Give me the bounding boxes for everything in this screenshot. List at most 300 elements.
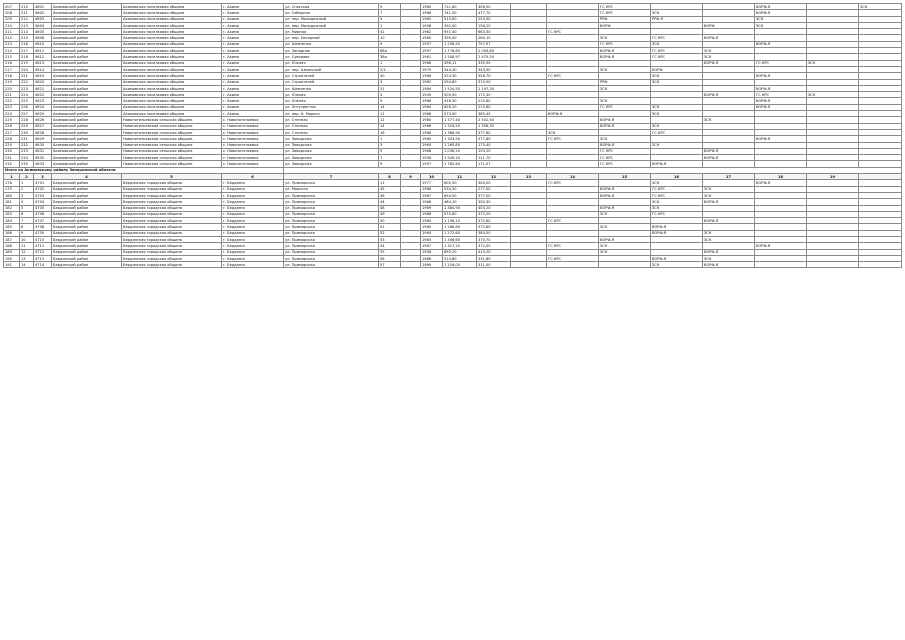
table-cell: 377,80 — [477, 129, 511, 135]
table-cell: 4705 — [34, 205, 52, 211]
table-cell: г. Бердянск — [222, 218, 284, 224]
table-cell: Бердянская городская община — [122, 243, 222, 249]
table-cell: 1 272,60 — [443, 230, 477, 236]
table-cell: 1964 — [421, 142, 443, 148]
table-cell: 416,30 — [443, 98, 477, 104]
table-cell: 300,00 — [477, 180, 511, 186]
table-cell: г. Акимо — [222, 4, 284, 10]
table-cell: ВОРФ-Я — [755, 41, 807, 47]
table-cell: ул. Приморская — [284, 224, 379, 230]
table-cell: 372,80 — [477, 224, 511, 230]
table-cell: 4 — [20, 199, 34, 205]
table-cell: Бердянский район — [52, 255, 122, 261]
table-cell: Акимовская поселковая община — [122, 73, 222, 79]
table-cell: 184 — [4, 218, 20, 224]
table-cell: 218 — [4, 73, 20, 79]
table-cell: 14 — [20, 262, 34, 268]
table-body-top — [4, 4, 902, 168]
table-cell: 1960 — [421, 4, 443, 10]
table-cell: г. Бердянск — [222, 230, 284, 236]
table-cell: г. Бердянск — [222, 262, 284, 268]
table-cell: ВОРФ-Я — [599, 236, 651, 242]
table-cell: Бердянский район — [52, 199, 122, 205]
table-cell — [547, 262, 599, 268]
table-cell: 210 — [20, 4, 34, 10]
table-row — [4, 262, 902, 268]
table-cell: 2/1 — [379, 66, 401, 72]
table-cell: 626,20 — [443, 104, 477, 110]
table-cell: 1 508,97 — [443, 54, 477, 60]
table-cell: 222 — [20, 79, 34, 85]
table-cell: г. Акимо — [222, 16, 284, 22]
table-cell: 178 — [4, 180, 20, 186]
table-cell: 2 502,40 — [477, 117, 511, 123]
table-cell: Акимовский район — [52, 29, 122, 35]
table-cell: 1 266,80 — [443, 224, 477, 230]
table-cell: ВОРФ-Я — [703, 199, 755, 205]
table-cell: ВОРФ-Я — [755, 180, 807, 186]
table-cell: 1960 — [421, 136, 443, 142]
table-cell: ул. пер. Школьный — [284, 66, 379, 72]
table-cell: Акимовский район — [52, 148, 122, 154]
table-cell: ЗСК — [599, 224, 651, 230]
table-cell: 1 343,50 — [443, 136, 477, 142]
spreadsheet-sheet — [3, 3, 902, 637]
table-cell: 68а — [379, 48, 401, 54]
table-cell: 11 — [379, 180, 401, 186]
table-cell: 211 — [4, 29, 20, 35]
table-cell: Новонотельевская сельская община — [122, 136, 222, 142]
table-cell: ул. пер. Молодежный — [284, 16, 379, 22]
table-cell: Акимовская поселковая община — [122, 104, 222, 110]
table-cell: Акимовская поселковая община — [122, 22, 222, 28]
table-cell: Бердянская городская община — [122, 236, 222, 242]
table-cell: 4603 — [34, 16, 52, 22]
table-cell: 4621 — [34, 85, 52, 91]
table-cell: 4605 — [34, 29, 52, 35]
table-cell: Бердянская городская община — [122, 255, 222, 261]
table-cell: 12 — [379, 117, 401, 123]
table-cell: Акимовский район — [52, 161, 122, 167]
table-cell: Акимовский район — [52, 4, 122, 10]
table-cell: ЗСК — [599, 85, 651, 91]
table-cell: Акимовский район — [52, 41, 122, 47]
table-cell: 343,30 — [477, 66, 511, 72]
table-cell: ЗСК — [599, 211, 651, 217]
column-number-cell: 6 — [222, 174, 284, 180]
table-cell: 190 — [4, 255, 20, 261]
table-cell: 4623 — [34, 98, 52, 104]
table-cell: 4630 — [34, 142, 52, 148]
table-cell: ГС КРС — [599, 10, 651, 16]
table-cell: 9 — [379, 4, 401, 10]
table-cell: г. Акимо — [222, 73, 284, 79]
table-cell: 52 — [379, 230, 401, 236]
table-cell: ул. Заводская — [284, 155, 379, 161]
column-number-cell: 3 — [34, 174, 52, 180]
table-cell: Бердянская городская община — [122, 199, 222, 205]
table-cell: ВОРФ-Я — [651, 255, 703, 261]
table-cell: 223 — [20, 85, 34, 91]
table-cell: 372,00 — [477, 243, 511, 249]
table-cell: 3 — [379, 79, 401, 85]
table-cell: 50 — [379, 218, 401, 224]
table-cell: 711,60 — [443, 4, 477, 10]
table-cell: Акимовский район — [52, 129, 122, 135]
table-cell: Акимовский район — [52, 123, 122, 129]
table-cell: Акимовская поселковая община — [122, 41, 222, 47]
table-cell: 213 — [20, 22, 34, 28]
table-cell: Акимовский район — [52, 92, 122, 98]
table-cell: Акимовская поселковая община — [122, 79, 222, 85]
table-cell: с. Новонотельевка — [222, 123, 284, 129]
table-cell: 4629 — [34, 136, 52, 142]
table-cell: 372,20 — [477, 211, 511, 217]
table-cell: Акимовская поселковая община — [122, 92, 222, 98]
table-cell: 232 — [20, 142, 34, 148]
table-cell: 1960 — [421, 218, 443, 224]
table-cell: Акимовский район — [52, 98, 122, 104]
table-cell: 1 — [379, 60, 401, 66]
table-cell: Акимовский район — [52, 16, 122, 22]
table-cell: 7 — [379, 10, 401, 16]
table-cell: г. Акимо — [222, 48, 284, 54]
table-cell: 1966 — [421, 98, 443, 104]
table-cell: 226 — [4, 123, 20, 129]
table-cell: 226 — [20, 104, 34, 110]
table-cell: г. Акимо — [222, 60, 284, 66]
table-cell: 228 — [4, 136, 20, 142]
table-cell: ГС КРС — [547, 218, 599, 224]
table-cell: Новонотельевская сельская община — [122, 148, 222, 154]
table-cell: 331,80 — [477, 255, 511, 261]
table-cell: 38а — [379, 54, 401, 60]
table-cell: 1 366,90 — [443, 129, 477, 135]
table-cell: ЗСК — [703, 236, 755, 242]
table-cell: 223 — [4, 104, 20, 110]
table-cell: Акимовский район — [52, 155, 122, 161]
table-cell: г. Акимо — [222, 98, 284, 104]
table-cell: ЗСК — [651, 199, 703, 205]
table-cell: ул. Степная — [284, 123, 379, 129]
table-cell: 234 — [20, 155, 34, 161]
table-cell: ул. пер. К. Маркса — [284, 111, 379, 117]
column-number-cell: 19 — [807, 174, 859, 180]
table-cell — [599, 262, 651, 268]
table-cell: ул. Заводская — [284, 136, 379, 142]
table-cell: 4706 — [34, 211, 52, 217]
table-cell: ЗСК — [651, 123, 703, 129]
table-cell: 695,20 — [443, 249, 477, 255]
table-cell: Новонотельевская сельская община — [122, 142, 222, 148]
table-cell: 225 — [4, 117, 20, 123]
table-cell: 9 — [379, 161, 401, 167]
table-cell: с. Новонотельевка — [222, 117, 284, 123]
table-cell: 171,07 — [477, 161, 511, 167]
table-cell: 1968 — [421, 148, 443, 154]
table-cell: 4627 — [34, 123, 52, 129]
table-cell: ГС КРС — [651, 54, 703, 60]
table-cell: 219 — [4, 79, 20, 85]
table-cell: 209 — [4, 16, 20, 22]
table-cell: 232 — [4, 161, 20, 167]
section-title: Итого по Акимовскому району Запорожской области — [4, 167, 284, 173]
table-cell: 4604 — [34, 22, 52, 28]
table-cell: 230 — [20, 129, 34, 135]
table-cell: 570,60 — [443, 211, 477, 217]
table-cell: ул. Шевченко — [284, 85, 379, 91]
table-cell: 225 — [20, 98, 34, 104]
table-cell: 227 — [20, 111, 34, 117]
table-cell: 515,60 — [443, 16, 477, 22]
table-cell: ул. Строителей — [284, 79, 379, 85]
table-cell: ул. Приморская — [284, 205, 379, 211]
table-cell: ЗСК — [651, 262, 703, 268]
table-cell: ВОРФ-Я — [755, 4, 807, 10]
table-cell: ул. Южная — [284, 98, 379, 104]
table-cell: ЗСК — [599, 66, 651, 72]
table-cell: 2 475,50 — [477, 54, 511, 60]
table-cell: 191 — [4, 262, 20, 268]
table-cell: 1 265,80 — [443, 142, 477, 148]
column-number-cell: 17 — [703, 174, 755, 180]
table-cell: Акимовская поселковая община — [122, 54, 222, 60]
table-cell: ГС КРС — [599, 41, 651, 47]
table-cell: 377,80 — [477, 136, 511, 142]
table-cell: г. Акимо — [222, 29, 284, 35]
table-cell — [755, 262, 807, 268]
table-cell: ЗСК — [859, 4, 902, 10]
table-cell: ул. Морская — [284, 186, 379, 192]
table-cell: Акимовская поселковая община — [122, 16, 222, 22]
table-cell: Бердянский район — [52, 230, 122, 236]
table-cell: ЗСК — [547, 129, 599, 135]
table-cell: 231 — [20, 136, 34, 142]
table-cell: 11 — [20, 243, 34, 249]
table-cell: 227 — [4, 129, 20, 135]
table-cell: 356,70 — [477, 73, 511, 79]
table-cell: ВОРФ-Я — [755, 243, 807, 249]
table-cell: ГС КРС — [599, 104, 651, 110]
table-cell: 544,30 — [443, 66, 477, 72]
table-cell: 350,30 — [477, 199, 511, 205]
table-cell: 13 — [20, 255, 34, 261]
table-cell: 514,80 — [443, 255, 477, 261]
table-cell: 3 — [379, 92, 401, 98]
table-cell: ЗСК — [599, 98, 651, 104]
table-cell: 10 — [20, 236, 34, 242]
table-cell: г. Бердянск — [222, 211, 284, 217]
table-cell: ул. Приморская — [284, 249, 379, 255]
table-cell: Бердянская городская община — [122, 205, 222, 211]
table-cell: ГС КРС — [547, 180, 599, 186]
table-cell: 1958 — [421, 155, 443, 161]
table-cell: Акимовская поселковая община — [122, 35, 222, 41]
table-cell: 51 — [379, 224, 401, 230]
table-cell: 4632 — [34, 155, 52, 161]
table-cell: 56 — [379, 255, 401, 261]
table-cell: ЗСК — [599, 243, 651, 249]
table-cell: 14 — [379, 123, 401, 129]
table-cell: г. Акимо — [222, 35, 284, 41]
table-cell: г. Акимо — [222, 104, 284, 110]
table-cell: ВОРФ-Я — [599, 123, 651, 129]
table-cell: 12 — [20, 249, 34, 255]
table-cell: г. Бердянск — [222, 199, 284, 205]
table-cell: г. Акимо — [222, 54, 284, 60]
table-cell: 54 — [379, 243, 401, 249]
table-cell: ВОРФ-Я — [703, 60, 755, 66]
table-cell: 1 — [379, 22, 401, 28]
table-cell: Бердянская городская община — [122, 211, 222, 217]
table-cell: 4626 — [34, 117, 52, 123]
table-cell: 1962 — [421, 29, 443, 35]
table-cell: 1962 — [421, 79, 443, 85]
table-cell: 1958 — [421, 249, 443, 255]
table-cell: 415,20 — [477, 249, 511, 255]
table-cell: г. Бердянск — [222, 236, 284, 242]
table-cell: Акимовская поселковая община — [122, 111, 222, 117]
table-cell: 224 — [4, 111, 20, 117]
table-cell: 1966 — [421, 186, 443, 192]
table-cell: 1966 — [421, 199, 443, 205]
table-cell: 377,00 — [477, 192, 511, 198]
table-cell: Бердянский район — [52, 236, 122, 242]
table-cell: 9 — [379, 41, 401, 47]
table-cell: 231 — [4, 155, 20, 161]
column-number-cell: 10 — [421, 174, 443, 180]
table-cell: 5 — [20, 205, 34, 211]
table-cell: с. Новонотельевка — [222, 142, 284, 148]
table-cell: Акимовский район — [52, 10, 122, 16]
table-cell: 172,30 — [477, 92, 511, 98]
table-cell: ВОРФ-Я — [755, 10, 807, 16]
table-cell: 207 — [4, 4, 20, 10]
table-cell: Новонотельевская сельская община — [122, 155, 222, 161]
table-cell: Акимовская поселковая община — [122, 48, 222, 54]
column-number-cell: 12 — [477, 174, 511, 180]
table-cell: 4601 — [34, 4, 52, 10]
table-cell: Бердянский район — [52, 224, 122, 230]
table-cell: 1960 — [421, 35, 443, 41]
table-cell: ул. Заводская — [284, 161, 379, 167]
table-cell: 1 762,64 — [443, 161, 477, 167]
table-cell: 216 — [4, 60, 20, 66]
table-cell: 385,40 — [477, 111, 511, 117]
table-cell: 4710 — [34, 236, 52, 242]
table-cell: 1964 — [421, 230, 443, 236]
table-cell: 306,00 — [477, 4, 511, 10]
column-number-cell: 2 — [20, 174, 34, 180]
table-cell: ГС КРС — [599, 148, 651, 154]
table-cell: 2 197,30 — [477, 85, 511, 91]
table-cell: 224 — [20, 92, 34, 98]
table-cell: 48 — [379, 205, 401, 211]
table-cell: 5 — [379, 98, 401, 104]
table-cell: 188 — [4, 243, 20, 249]
table-cell: Акимовский район — [52, 66, 122, 72]
table-cell: 3 — [20, 192, 34, 198]
table-cell: 45 — [379, 186, 401, 192]
table-cell: г. Бердянск — [222, 249, 284, 255]
table-cell: г. Акимо — [222, 22, 284, 28]
table-cell: 218 — [20, 54, 34, 60]
table-cell: ЗСК — [755, 22, 807, 28]
table-cell: ВОРФ-Я — [599, 205, 651, 211]
table-cell: 605,50 — [443, 180, 477, 186]
table-cell: 335,50 — [477, 60, 511, 66]
table-cell: 1965 — [421, 16, 443, 22]
table-cell: ГС КРС — [755, 60, 807, 66]
table-cell: ул. Западная — [284, 48, 379, 54]
table-cell: ВОРФ-Я — [599, 48, 651, 54]
table-cell: Новонотельевская сельская община — [122, 129, 222, 135]
table-cell: ул. пер. Нагорный — [284, 35, 379, 41]
table-cell: РРФ — [599, 79, 651, 85]
column-number-cell: 4 — [52, 174, 122, 180]
table-cell: 496,11 — [443, 60, 477, 66]
table-cell: 1967 — [421, 243, 443, 249]
table-cell: РРФ-Я — [651, 16, 703, 22]
table-cell: 16 — [379, 129, 401, 135]
table-cell: Акимовский район — [52, 54, 122, 60]
table-cell: ВОРФ-Я — [703, 148, 755, 154]
table-cell: ВОРФ-Я — [599, 117, 651, 123]
column-number-cell: 11 — [443, 174, 477, 180]
table-cell: 1 356,35 — [477, 123, 511, 129]
table-cell: 7 — [20, 218, 34, 224]
table-cell: Акимовский район — [52, 142, 122, 148]
table-cell: 1966 — [421, 255, 443, 261]
table-cell: ул. Приморская — [284, 192, 379, 198]
table-cell: Бердянский район — [52, 243, 122, 249]
table-cell: 210 — [4, 22, 20, 28]
column-number-cell: 18 — [755, 174, 807, 180]
table-cell: 215 — [20, 35, 34, 41]
table-cell: ЗСК — [807, 60, 859, 66]
table-cell: 55 — [379, 249, 401, 255]
table-cell: 212 — [4, 35, 20, 41]
table-cell: 4606 — [34, 35, 52, 41]
column-number-cell: 7 — [284, 174, 379, 180]
column-number-cell: 15 — [599, 174, 651, 180]
column-number-cell: 13 — [511, 174, 547, 180]
table-cell: 14 — [379, 104, 401, 110]
table-cell: 253,50 — [477, 16, 511, 22]
table-cell: Бердянская городская община — [122, 249, 222, 255]
table-cell: 8 — [20, 224, 34, 230]
table-cell: г. Акимо — [222, 79, 284, 85]
table-cell: 1961 — [421, 54, 443, 60]
table-cell: 4707 — [34, 218, 52, 224]
table-cell: ГС КРС — [651, 192, 703, 198]
table-cell: 1958 — [421, 22, 443, 28]
table-cell: 1957 — [421, 161, 443, 167]
table-cell: ул. пер. Молодежный — [284, 22, 379, 28]
table-cell: ВОРФ-Я — [599, 192, 651, 198]
table-cell: ул. Заводская — [284, 148, 379, 154]
table-cell: 219 — [20, 60, 34, 66]
table-cell: ЗСК — [651, 10, 703, 16]
table-cell: 741,50 — [443, 10, 477, 16]
table-cell: ГС КРС — [651, 186, 703, 192]
data-table — [3, 3, 902, 268]
table-cell: ВОРФ — [599, 22, 651, 28]
table-cell: Бердянская городская община — [122, 224, 222, 230]
table-cell: ЗСК — [599, 136, 651, 142]
table-cell: 7 — [379, 155, 401, 161]
table-cell: 49 — [379, 211, 401, 217]
